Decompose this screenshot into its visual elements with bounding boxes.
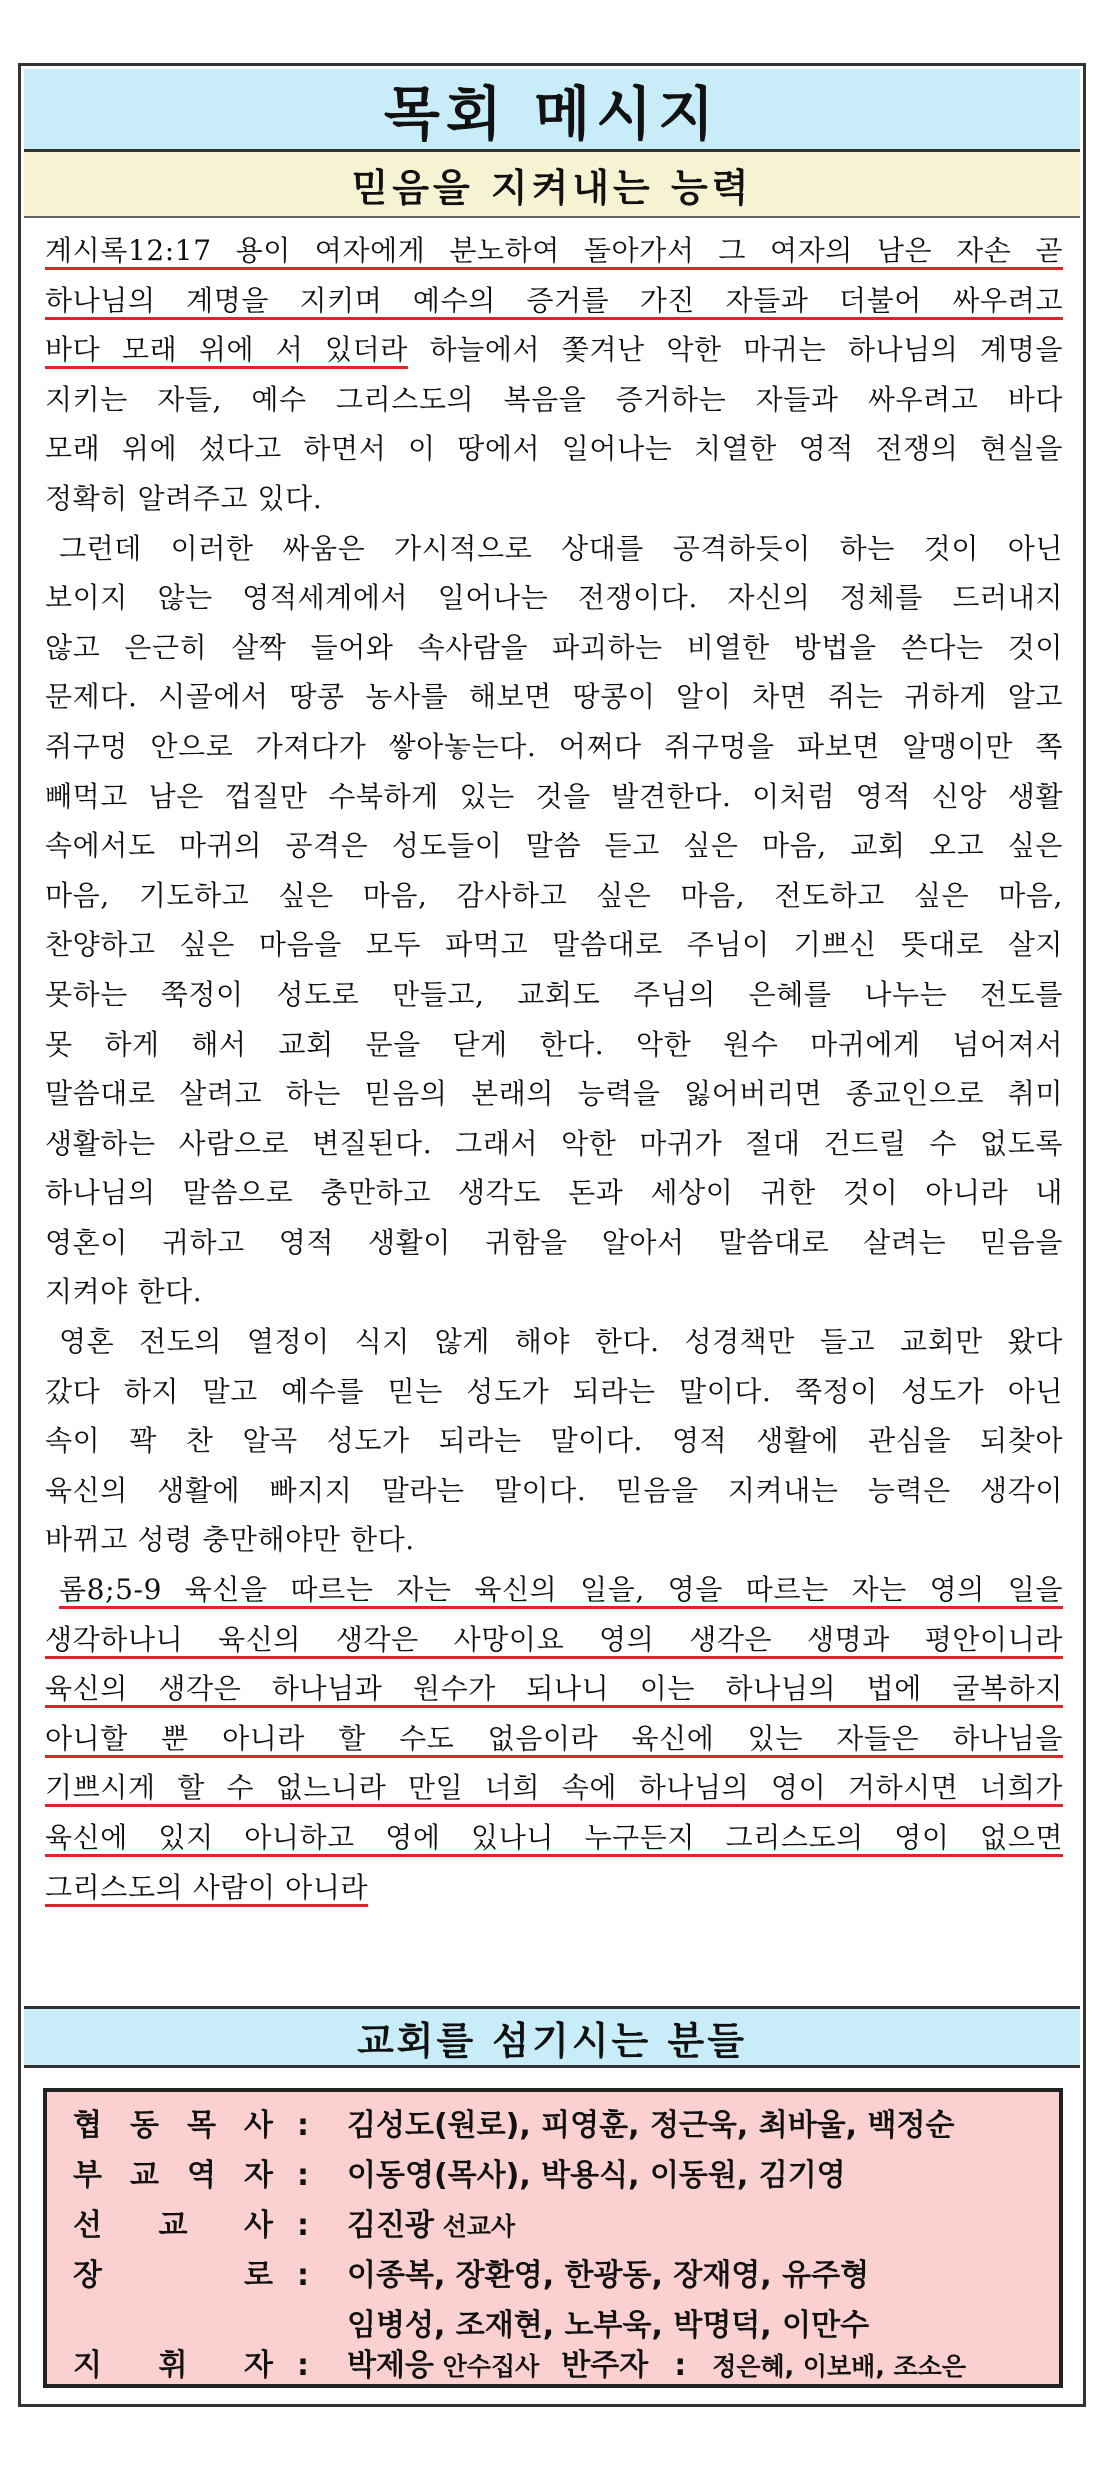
text-line (45, 1119, 1063, 1169)
text-line (45, 1020, 1063, 1070)
text-line (45, 1664, 1063, 1714)
subtitle-bar (24, 152, 1080, 218)
text-line (45, 821, 1063, 871)
line-text: 마음, 기도하고 싶은 마음, 감사하고 싶은 마음, 전도하고 싶은 마음, (45, 878, 1063, 912)
message-subtitle: 믿음을 지켜내는 능력 (351, 165, 753, 210)
line-text: 육신의 생활에 빠지지 말라는 말이다. 믿음을 지켜내는 능력은 생각이 (45, 1473, 1063, 1507)
text-line (45, 1069, 1063, 1119)
line-text: 그런데 이러한 싸움은 가시적으로 상대를 공격하듯이 하는 것이 아닌 (59, 531, 1063, 565)
line-text: 영혼이 귀하고 영적 생활이 귀함을 알아서 말씀대로 살려는 믿음을 (45, 1225, 1063, 1259)
scripture-quote: 계시록12:17 용이 여자에게 분노하여 돌아가서 그 여자의 남은 자손 곧 (45, 234, 1063, 267)
message-body (45, 226, 1063, 1912)
scripture-quote: 하나님의 계명을 지키며 예수의 증거를 가진 자들과 더불어 싸우려고 (45, 283, 1063, 317)
line-text: 문제다. 시골에서 땅콩 농사를 해보면 땅콩이 알이 차면 쥐는 귀하게 알고 (45, 680, 1063, 714)
staff-role: 반주자 (561, 2348, 649, 2383)
text-line (45, 325, 1063, 375)
line-text: 바뀌고 성령 충만해야만 한다. (45, 1523, 415, 1557)
staff-colon: : (297, 2208, 309, 2243)
line-text: 쥐구멍 안으로 가져다가 쌓아놓는다. 어쩌다 쥐구멍을 파보면 알맹이만 쪽 (45, 729, 1063, 763)
bulletin-frame (18, 63, 1086, 2407)
text-line (45, 1466, 1063, 1516)
scripture-quote: 롬8;5-9 육신을 따르는 자는 육신의 일을, 영을 따르는 자는 영의 일을 (59, 1573, 1063, 1607)
line-text: 않고 은근히 살짝 들어와 속사람을 파괴하는 비열한 방법을 쓴다는 것이 (45, 630, 1063, 664)
staff-section-bar (24, 2006, 1080, 2068)
text-line (45, 1218, 1063, 1268)
text-line (45, 1515, 1063, 1565)
line-text: 지키는 자들, 예수 그리스도의 복음을 증거하는 자들과 싸우려고 바다 (45, 382, 1063, 416)
staff-names: 김성도(원로), 피영훈, 정근욱, 최바울, 백정순 (347, 2108, 955, 2143)
staff-section-title: 교회를 섬기시는 분들 (357, 2018, 747, 2063)
staff-names: 임병성, 조재현, 노부욱, 박명덕, 이만수 (347, 2308, 870, 2343)
line-text: 생활하는 사람으로 변질된다. 그래서 악한 마귀가 절대 건드릴 수 없도록 (45, 1126, 1063, 1160)
staff-role: 선 교 사 (73, 2208, 273, 2243)
text-line (45, 1168, 1063, 1218)
text-line (45, 524, 1063, 574)
staff-box (43, 2088, 1063, 2388)
staff-row (47, 2338, 1059, 2394)
line-text: 속에서도 마귀의 공격은 성도들이 말씀 듣고 싶은 마음, 교회 오고 싶은 (45, 829, 1063, 863)
line-text: 못하는 쭉정이 성도로 만들고, 교회도 주님의 은혜를 나누는 전도를 (45, 977, 1063, 1011)
staff-colon: : (297, 2348, 309, 2383)
staff-title-note: 선교사 (433, 2212, 516, 2241)
text-line (45, 623, 1063, 673)
line-text: 갔다 하지 말고 예수를 믿는 성도가 되라는 말이다. 쭉정이 성도가 아닌 (45, 1374, 1063, 1408)
staff-title-note: 안수집사 (433, 2352, 540, 2381)
line-text: 속이 꽉 찬 알곡 성도가 되라는 말이다. 영적 생활에 관심을 되찾아 (45, 1424, 1063, 1458)
line-text: 지켜야 한다. (45, 1275, 203, 1309)
staff-colon: : (297, 2158, 309, 2193)
staff-colon: : (674, 2348, 687, 2383)
text-line (45, 1615, 1063, 1665)
staff-names: 정은혜, 이보배, 조소은 (712, 2352, 966, 2381)
text-line (45, 722, 1063, 772)
text-line (45, 970, 1063, 1020)
staff-names: 이종복, 장환영, 한광동, 장재영, 유주형 (347, 2258, 870, 2293)
staff-row (47, 2148, 1059, 2204)
staff-names: 박제응 안수집사 반주자 : 정은혜, 이보배, 조소은 (347, 2348, 966, 2383)
scripture-quote: 바다 모래 위에 서 있더라 (45, 333, 408, 367)
line-text: 보이지 않는 영적세계에서 일어나는 전쟁이다. 자신의 정체를 드러내지 (45, 581, 1063, 615)
text-line (45, 375, 1063, 425)
text-line (45, 1317, 1063, 1367)
text-line (45, 1763, 1063, 1813)
line-text: 빼먹고 남은 껍질만 수북하게 있는 것을 발견한다. 이처럼 영적 신앙 생활 (45, 779, 1063, 813)
text-line (45, 1863, 1063, 1913)
text-line (45, 871, 1063, 921)
text-line (45, 1367, 1063, 1417)
line-text: 못 하게 해서 교회 문을 닫게 한다. 악한 원수 마귀에게 넘어져서 (45, 1027, 1063, 1061)
staff-role: 지 휘 자 (73, 2348, 273, 2383)
text-line (45, 1267, 1063, 1317)
line-text: 하나님의 말씀으로 충만하고 생각도 돈과 세상이 귀한 것이 아니라 내 (45, 1176, 1063, 1210)
staff-colon: : (297, 2108, 309, 2143)
text-line (45, 1565, 1063, 1615)
text-line (45, 1813, 1063, 1863)
text-line (45, 772, 1063, 822)
line-text: 모래 위에 섰다고 하면서 이 땅에서 일어나는 치열한 영적 전쟁의 현실을 (45, 432, 1063, 466)
scripture-quote: 생각하나니 육신의 생각은 사망이요 영의 생각은 생명과 평안이니라 (45, 1622, 1063, 1656)
scripture-quote: 아니할 뿐 아니라 할 수도 없음이라 육신에 있는 자들은 하나님을 (45, 1721, 1063, 1755)
staff-role: 협 동 목 사 (73, 2108, 273, 2143)
staff-role: 부 교 역 자 (73, 2158, 273, 2193)
scripture-quote: 육신의 생각은 하나님과 원수가 되나니 이는 하나님의 법에 굴복하지 (45, 1672, 1063, 1706)
scripture-quote: 기쁘시게 할 수 없느니라 만일 너희 속에 하나님의 영이 거하시면 너희가 (45, 1771, 1063, 1805)
staff-names: 이동영(목사), 박용식, 이동원, 김기영 (347, 2158, 846, 2193)
page-title: 목회 메시지 (383, 80, 721, 148)
text-line (45, 1416, 1063, 1466)
text-line (45, 920, 1063, 970)
staff-row (47, 2198, 1059, 2254)
line-text: 찬양하고 싶은 마음을 모두 파먹고 말씀대로 주님이 기쁘신 뜻대로 살지 (45, 928, 1063, 962)
scripture-quote: 그리스도의 사람이 아니라 (45, 1870, 369, 1904)
text-line (45, 672, 1063, 722)
staff-colon: : (297, 2258, 309, 2293)
text-line (45, 276, 1063, 326)
line-text: 말씀대로 살려고 하는 믿음의 본래의 능력을 잃어버리면 종교인으로 취미 (45, 1077, 1063, 1111)
line-text: 정확히 알려주고 있다. (45, 481, 323, 515)
line-text: 영혼 전도의 열정이 식지 않게 해야 한다. 성경책만 들고 교회만 왔다 (59, 1325, 1063, 1359)
text-line (45, 424, 1063, 474)
title-bar (24, 69, 1080, 152)
text-line (45, 1714, 1063, 1764)
staff-row (47, 2248, 1059, 2304)
staff-names: 김진광 선교사 (347, 2208, 516, 2243)
text-line (45, 573, 1063, 623)
text-line (45, 474, 1063, 524)
text-line (45, 226, 1063, 276)
staff-row (47, 2098, 1059, 2154)
line-text: 하늘에서 쫓겨난 악한 마귀는 하나님의 계명을 (407, 333, 1063, 367)
staff-role: 장 로 (73, 2258, 273, 2293)
scripture-quote: 육신에 있지 아니하고 영에 있나니 누구든지 그리스도의 영이 없으면 (45, 1821, 1063, 1854)
